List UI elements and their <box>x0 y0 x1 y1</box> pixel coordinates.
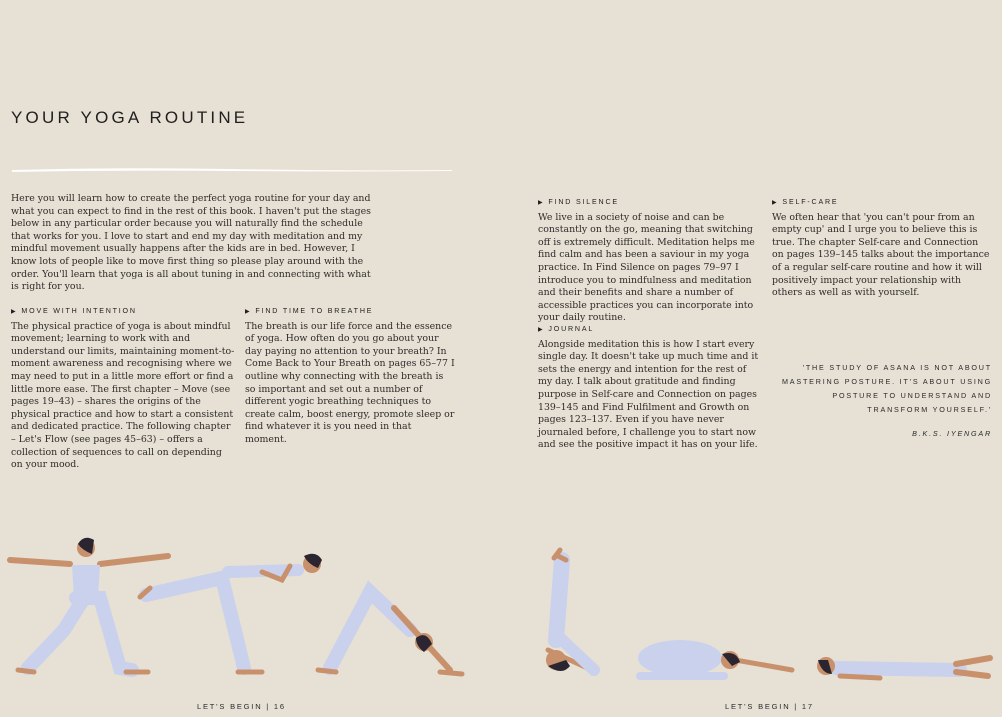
intro-paragraph: Here you will learn how to create the perfect yoga routine for your day and what you can expect to find in the rest of this book. I haven't put the stages below in any particular order because you will naturally find the schedule that works for you. I love to start and end my day with meditation and my mindful movement usually happens after the kids are in bed. However, I know lots of people like to move first thing so please play around with the order. You'll learn that yoga is all about tuning in and connecting with what is right for you. <box>11 193 371 293</box>
section-text: We live in a society of noise and can be constantly on the go, meaning that switching off is extremely difficult. Meditation helps me find calm and has been a saviour in my yoga practice. In Find Silence on pages 79–97 I introduce you to mindfulness and meditation and their benefits and share a number of accessible practices you can incorporate into your daily routine. <box>538 211 755 324</box>
section-text: We often hear that 'you can't pour from an empty cup' and I urge you to believe this is true. The chapter Self-care and Connection on pages 139–145 talks about the importance of a regular self-care routine and how it will positively impact your relationship with others as well as with yourself. <box>772 211 990 299</box>
shoulder-stand-figure <box>546 550 596 672</box>
half-standing-forward-bend-figure <box>140 554 322 672</box>
section-heading: JOURNAL <box>548 325 595 333</box>
childs-pose-figure <box>638 640 792 676</box>
section-heading: FIND SILENCE <box>548 198 619 206</box>
arrow-icon: ▶ <box>11 309 18 315</box>
quote-text: 'THE STUDY OF ASANA IS NOT ABOUT MASTERING POSTURE. IT'S ABOUT USING POSTURE TO UNDERSTAND AND TRANSFORM YOURSELF.' <box>782 363 993 414</box>
page-footer-right: LET'S BEGIN | 17 <box>725 702 814 711</box>
section-move-with-intention <box>11 305 235 472</box>
downward-dog-figure <box>318 592 462 674</box>
arrow-icon: ▶ <box>538 327 545 333</box>
section-journal <box>538 323 760 452</box>
section-heading: MOVE WITH INTENTION <box>21 307 137 315</box>
section-heading: SELF-CARE <box>782 198 839 206</box>
section-self-care <box>772 196 990 300</box>
section-text: Alongside meditation this is how I start every single day. It doesn't take up much time and it sets the energy and intention for the rest of my day. I talk about gratitude and finding purpose in Self-care and Connection on pages 139–145 and Find Fulfilment and Growth on pages 123–137. Even if you have never journaled before, I challenge you to start now and see the positive impact it has on your life. <box>538 338 759 451</box>
arrow-icon: ▶ <box>245 309 252 315</box>
arrow-icon: ▶ <box>538 200 545 206</box>
corpse-pose-figure <box>817 657 990 678</box>
pull-quote <box>782 361 992 441</box>
section-text: The physical practice of yoga is about mindful movement; learning to work with and understand our limits, maintaining moment-to-moment awareness and recognising where we may need to put in a little more effort or find a little more ease. The first chapter – Move (see pages 19–43) – shares the origins of the physical practice and how to start a consistent and dedicated practice. The following chapter – Let's Flow (see pages 45–63) – offers a collection of sequences to call on depending on your mood. <box>11 320 235 471</box>
section-text: The breath is our life force and the essence of yoga. How often do you go about your day paying no attention to your breath? In Come Back to Your Breath on pages 65–77 I outline why connecting with the breath is so important and set out a number of different yogic breathing techniques to create calm, boost energy, promote sleep or find whatever it is you need in that moment. <box>245 320 455 445</box>
page-title: YOUR YOGA ROUTINE <box>11 108 249 127</box>
quote-author: B.K.S. IYENGAR <box>912 429 992 438</box>
warrior-pose-figure <box>10 538 168 672</box>
page-footer-left: LET'S BEGIN | 16 <box>197 702 286 711</box>
yoga-illustrations <box>0 520 1002 695</box>
section-find-time-to-breathe <box>245 305 455 447</box>
arrow-icon: ▶ <box>772 200 779 206</box>
section-find-silence <box>538 196 760 325</box>
brush-stroke-divider <box>12 166 452 174</box>
section-heading: FIND TIME TO BREATHE <box>255 307 374 315</box>
